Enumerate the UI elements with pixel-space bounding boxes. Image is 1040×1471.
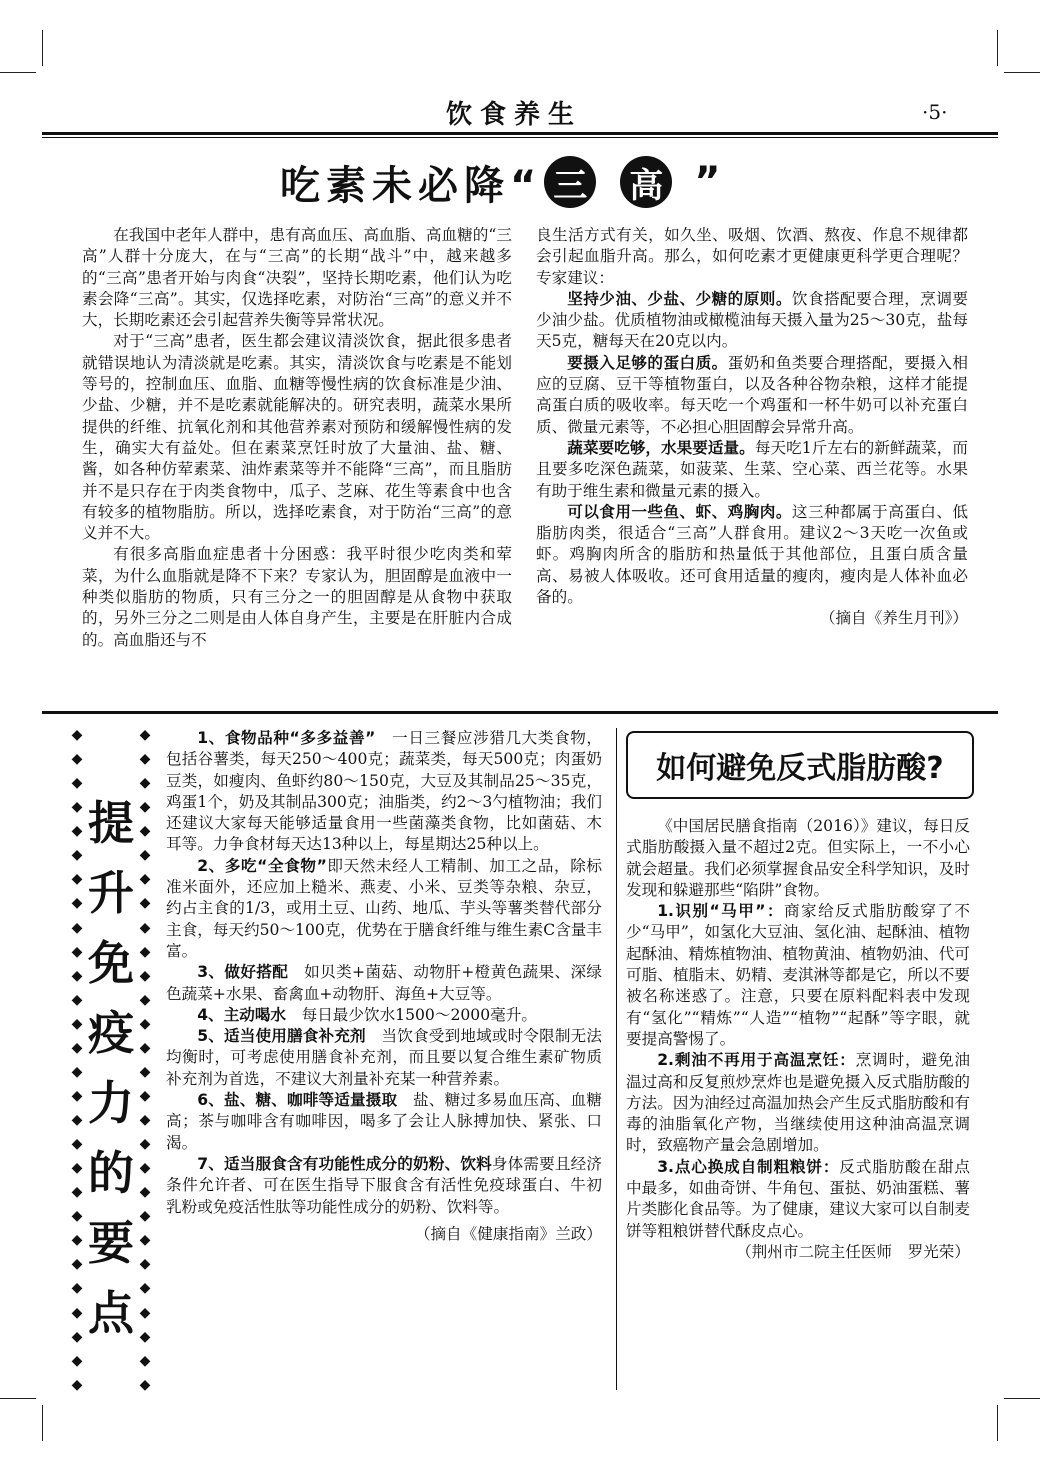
- crop-mark-tr-h: [1004, 72, 1040, 73]
- article3-source: （荆州市二院主任医师 罗光荣）: [736, 1242, 970, 1261]
- paragraph: 《中国居民膳食指南（2016）》建议，每日反式脂肪酸摄入量不超过2克。但实际上，一不小心就会超量。我们必须掌握食品安全科学知识，及时发现和躲避那些“陷阱”食物。: [626, 817, 970, 899]
- list-item: 2.剩油不再用于高温烹饪：烹调时，避免油温过高和反复煎炒烹炸也是避免摄入反式脂肪酸的方法。因为油经过高温加热会产生反式脂肪酸和有毒的油脂氧化产物，当继续使用这种油高温烹调时，致癌物产量会急剧增加。: [626, 1051, 970, 1155]
- article1-right-column: [536, 225, 968, 630]
- crop-mark-tl-h: [0, 72, 36, 73]
- title-char: 提: [88, 796, 134, 850]
- list-item: 6、盐、糖、咖啡等适量摄取 盐、糖过多易血压高、血糖高；茶与咖啡含有咖啡因，喝多了会让人脉搏加快、紧张、口渴。: [166, 1091, 602, 1152]
- header-rule: [42, 132, 998, 135]
- list-item: 3.点心换成自制粗粮饼：反式脂肪酸在甜点中最多，如曲奇饼、牛角包、蛋挞、奶油蛋糕、薯片类膨化食品等。为了健康，建议大家可以自制麦饼等粗粮饼替代酥皮点心。: [626, 1157, 970, 1240]
- list-item: 3、做好搭配 如贝类+菌菇、动物肝+橙黄色蔬果、深绿色蔬菜+水果、畜禽血+动物肝、海鱼+大豆等。: [166, 963, 602, 1003]
- title-circle-gao: 高: [620, 156, 672, 208]
- tip-paragraph: [536, 502, 968, 608]
- article2-title: [84, 788, 138, 1348]
- paragraph: 有很多高脂血症患者十分困惑：我平时很少吃肉类和荤菜，为什么血脂就是降不下来？专家认为，胆固醇是血液中一种类似脂肪的物质，只有三分之一的胆固醇是从食物中获取的，另外三分之二则是由人体自身产生，主要是在肝脏内合成的。高血脂还与不: [82, 545, 512, 649]
- title-char: 的: [88, 1146, 134, 1200]
- article2-source: （摘自《健康指南》兰政）: [414, 1224, 602, 1243]
- ornament-chain-left: ◆ ◆ ◆ ◆ ◆ ◆ ◆ ◆ ◆ ◆ ◆ ◆ ◆ ◆ ◆ ◆ ◆ ◆ ◆ ◆ ◆ ◆ ◆ ◆ ◆ ◆ ◆ ◆: [71, 727, 83, 1393]
- list-item: 1、食物品种“多多益善” 一日三餐应涉猎几大类食物，包括谷薯类，每天250～400克；蔬菜类，每天500克；肉蛋奶豆类，如瘦肉、鱼虾约80～150克，大豆及其制品25～35克，鸡蛋1个，奶及其制品300克；油脂类，约2～3勺植物油；我们还建议大家每天能够适量食用一些菌藻类食物，比如菌菇、木耳等。力争食材每天达13种以上，每星期达25种以上。: [166, 729, 602, 854]
- article2-body: [166, 728, 602, 1245]
- ornament-chain-right: ◆ ◆ ◆ ◆ ◆ ◆ ◆ ◆ ◆ ◆ ◆ ◆ ◆ ◆ ◆ ◆ ◆ ◆ ◆ ◆ ◆ ◆ ◆ ◆ ◆ ◆ ◆ ◆: [139, 727, 151, 1393]
- tip-body: 这三种都属于高蛋白、低脂肪肉类，很适合“三高”人群食用。建议2～3天吃一次鱼或虾。鸡胸肉所含的脂肪和热量低于其他部位，且蛋白质含量高、易被人体吸收。还可食用适量的瘦肉，瘦肉是人体补血必备的。: [536, 502, 968, 607]
- title-char: 点: [88, 1286, 134, 1340]
- column-divider: [616, 728, 617, 1390]
- title-char: 疫: [88, 1006, 134, 1060]
- crop-mark-bl-h: [0, 1398, 36, 1399]
- header-rule-thin: [42, 137, 998, 138]
- article3-body: [626, 816, 970, 1263]
- paragraph: 在我国中老年人群中，患有高血压、高血脂、高血糖的“三高”人群十分庞大，在与“三高”的长期“战斗”中，越来越多的“三高”患者开始与肉食“决裂”，坚持长期吃素，他们认为吃素会降“三高”。其实，仅选择吃素，对防治“三高”的意义并不大，长期吃素还会引起营养失衡等异常状况。: [82, 226, 512, 330]
- article1-left-column: [82, 225, 512, 651]
- paragraph: 良生活方式有关，如久坐、吸烟、饮酒、熬夜、作息不规律都会引起血脂升高。那么，如何吃素才更健康更科学更合理呢？专家建议：: [536, 226, 968, 287]
- list-item: 5、适当使用膳食补充剂 当饮食受到地域或时令限制无法均衡时，可考虑使用膳食补充剂，而且要以复合维生素矿物质补充剂为首选，不建议大剂量补充某一种营养素。: [166, 1027, 602, 1088]
- page-number: ·5·: [922, 100, 948, 124]
- title-char: 免: [88, 936, 134, 990]
- title-char: 升: [88, 866, 134, 920]
- tip-head: 可以食用一些鱼、虾、鸡胸肉。: [567, 502, 792, 521]
- crop-mark-tl-v: [42, 30, 43, 66]
- crop-mark-bl-v: [42, 1405, 43, 1441]
- crop-mark-tr-v: [997, 30, 998, 66]
- tip-body: 每天吃1斤左右的新鲜蔬菜，而且要多吃深色蔬菜，如菠菜、生菜、空心菜、西兰花等。水果有助于维生素和微量元素的摄入。: [536, 438, 968, 500]
- tip-body: 饮食搭配要合理，烹调要少油少盐。优质植物油或橄榄油每天摄入量为25～30克，盐每天5克，糖每天在20克以内。: [536, 289, 968, 351]
- list-item: 1.识别“马甲”：商家给反式脂肪酸穿了不少“马甲”，如氢化大豆油、氢化油、起酥油、植物起酥油、精炼植物油、植物黄油、植物奶油、代可可脂、植脂末、奶精、麦淇淋等都是它，所以不要被名称迷惑了。注意，只要在原料配料表中发现有“氢化”“精炼”“人造”“植物”“起酥”等字眼，就要提高警惕了。: [626, 902, 970, 1048]
- list-item: 2、多吃“全食物”即天然未经人工精制、加工之品，除标准米面外，还应加上糙米、燕麦、小米、豆类等杂粮、杂豆，约占主食的1/3，或用土豆、山药、地瓜、芋头等薯类替代部分主食，每天约50～100克，优势在于膳食纤维与维生素C含量丰富。: [166, 856, 602, 960]
- section-divider: [42, 711, 998, 714]
- title-suffix: ”: [694, 159, 727, 205]
- title-prefix: 吃素未必降“: [280, 162, 543, 209]
- list-item: 4、主动喝水 每日最少饮水1500～2000毫升。: [197, 1005, 537, 1024]
- tip-paragraph: [536, 438, 968, 502]
- article1-title: [280, 152, 727, 212]
- title-char: 要: [88, 1216, 134, 1270]
- tip-head: 要摄入足够的蛋白质。: [567, 353, 728, 372]
- title-circle-san: 三: [544, 156, 596, 208]
- article3-title: 如何避免反式脂肪酸?: [656, 751, 944, 786]
- tip-body: 蛋奶和鱼类要合理搭配，要摄入相应的豆腐、豆干等植物蛋白，以及各种谷物杂粮，这样才能提高蛋白质的吸收率。每天吃一个鸡蛋和一杯牛奶可以补充蛋白质、微量元素等，不必担心胆固醇会异常升高。: [536, 353, 968, 436]
- article2-vertical-title-block: [70, 728, 152, 1392]
- article3-title-box: [626, 731, 974, 799]
- paragraph: 对于“三高”患者，医生都会建议清淡饮食，据此很多患者就错误地认为清淡就是吃素。其实，清淡饮食与吃素是不能划等号的，控制血压、血脂、血糖等慢性病的饮食标准是少油、少盐、少糖，并不是吃素就能解决的。研究表明，蔬菜水果所提供的纤维、抗氧化剂和其他营养素对预防和缓解慢性病的发生，确实大有益处。但在素菜烹饪时放了大量油、盐、糖、酱，如各种仿荤素菜、油炸素菜等并不能降“三高”，而且脂肪并不是只存在于肉类食物中，瓜子、芝麻、花生等素食中也含有较多的植物脂肪。所以，选择吃素食，对于防治“三高”的意义并不大。: [82, 332, 512, 543]
- tip-head: 蔬菜要吃够，水果要适量。: [567, 438, 755, 457]
- title-char: 力: [88, 1076, 134, 1130]
- article1-source: （摘自《养生月刊》）: [819, 609, 968, 628]
- tip-paragraph: [536, 289, 968, 353]
- section-title: 饮食养生: [446, 100, 583, 130]
- crop-mark-br-v: [997, 1405, 998, 1441]
- crop-mark-br-h: [1004, 1398, 1040, 1399]
- tip-head: 坚持少油、少盐、少糖的原则。: [567, 289, 792, 308]
- tip-paragraph: [536, 353, 968, 438]
- list-item: 7、适当服食含有功能性成分的奶粉、饮料身体需要且经济条件允许者、可在医生指导下服食含有活性免疫球蛋白、牛初乳粉或免疫活性肽等功能性成分的奶粉、饮料等。: [166, 1154, 602, 1216]
